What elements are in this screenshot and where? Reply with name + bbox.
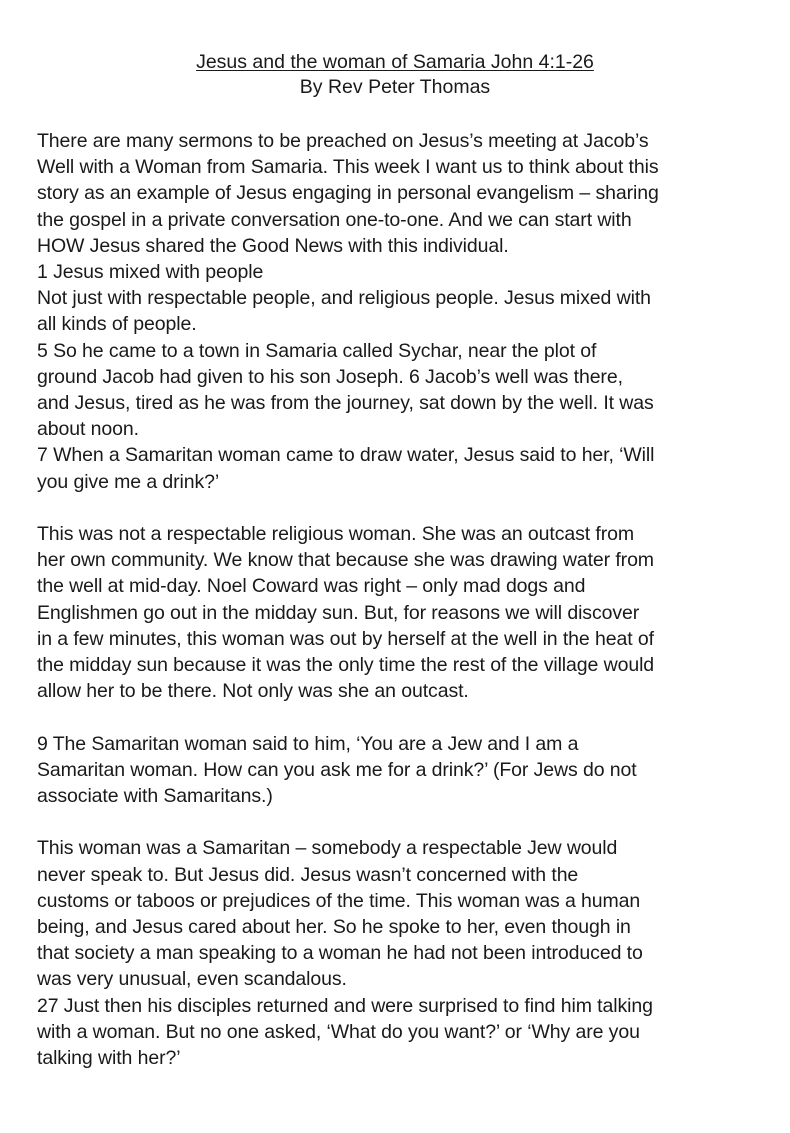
point-1-heading: 1 Jesus mixed with people [37,261,264,284]
verse-7-quote: 7 When a Samaritan woman came to draw water, Jesus said to her, ‘Will you give me a drink?’ [37,444,655,493]
sermon-author: By Rev Peter Thomas [299,76,491,98]
point-1-text: Not just with respectable people, and religious people. Jesus mixed with all kinds of people. [37,287,651,336]
paragraph-gap [37,809,777,835]
sermon-title: Jesus and the woman of Samaria John 4:1-26 [196,51,594,73]
outcast-paragraph: This was not a respectable religious woman. She was an outcast from her own community. We know that because she was drawing water from the well at mid-day. Noel Coward was right – only mad dogs and Englishmen go out in the midday sun. But, for reasons we will discover in a few minutes, this woman was out by herself at the well in the heat of the midday sun because it was the only time the rest of the village would allow her to be there. Not only was she an outcast. [37,523,655,703]
paragraph-gap [37,495,777,521]
verse-9-quote: 9 The Samaritan woman said to him, ‘You are a Jew and I am a Samaritan woman. How can you ask me for a drink?’ (For Jews do not associate with Samaritans.) [37,732,637,808]
paragraph-gap [37,704,777,730]
verse-5-quote: 5 So he came to a town in Samaria called Sychar, near the plot of ground Jacob had given to his son Joseph. 6 Jacob’s well was there, and Jesus, tired as he was from the journey, sat down by the well. It was about noon. [37,339,654,441]
samaritan-paragraph: This woman was a Samaritan – somebody a respectable Jew would never speak to. But Jesus did. Jesus wasn’t concerned with the customs or taboos or prejudices of the time. This woman was a human being, and Jesus cared about her. So he spoke to her, even though in that society a man speaking to a woman he had not been introduced to was very unusual, even scandalous. [37,837,643,991]
sermon-body [37,128,777,1071]
title-block [0,50,790,100]
verse-27-quote: 27 Just then his disciples returned and were surprised to find him talking with a woman. But no one asked, ‘What do you want?’ or ‘Why are you talking with her?’ [37,994,653,1070]
intro-paragraph: There are many sermons to be preached on Jesus’s meeting at Jacob’s Well with a Woman from Samaria. This week I want us to think about this story as an example of Jesus engaging in personal evangelism – sharing the gospel in a private conversation one-to-one. And we can start with HOW Jesus shared the Good News with this individual. [37,130,659,257]
